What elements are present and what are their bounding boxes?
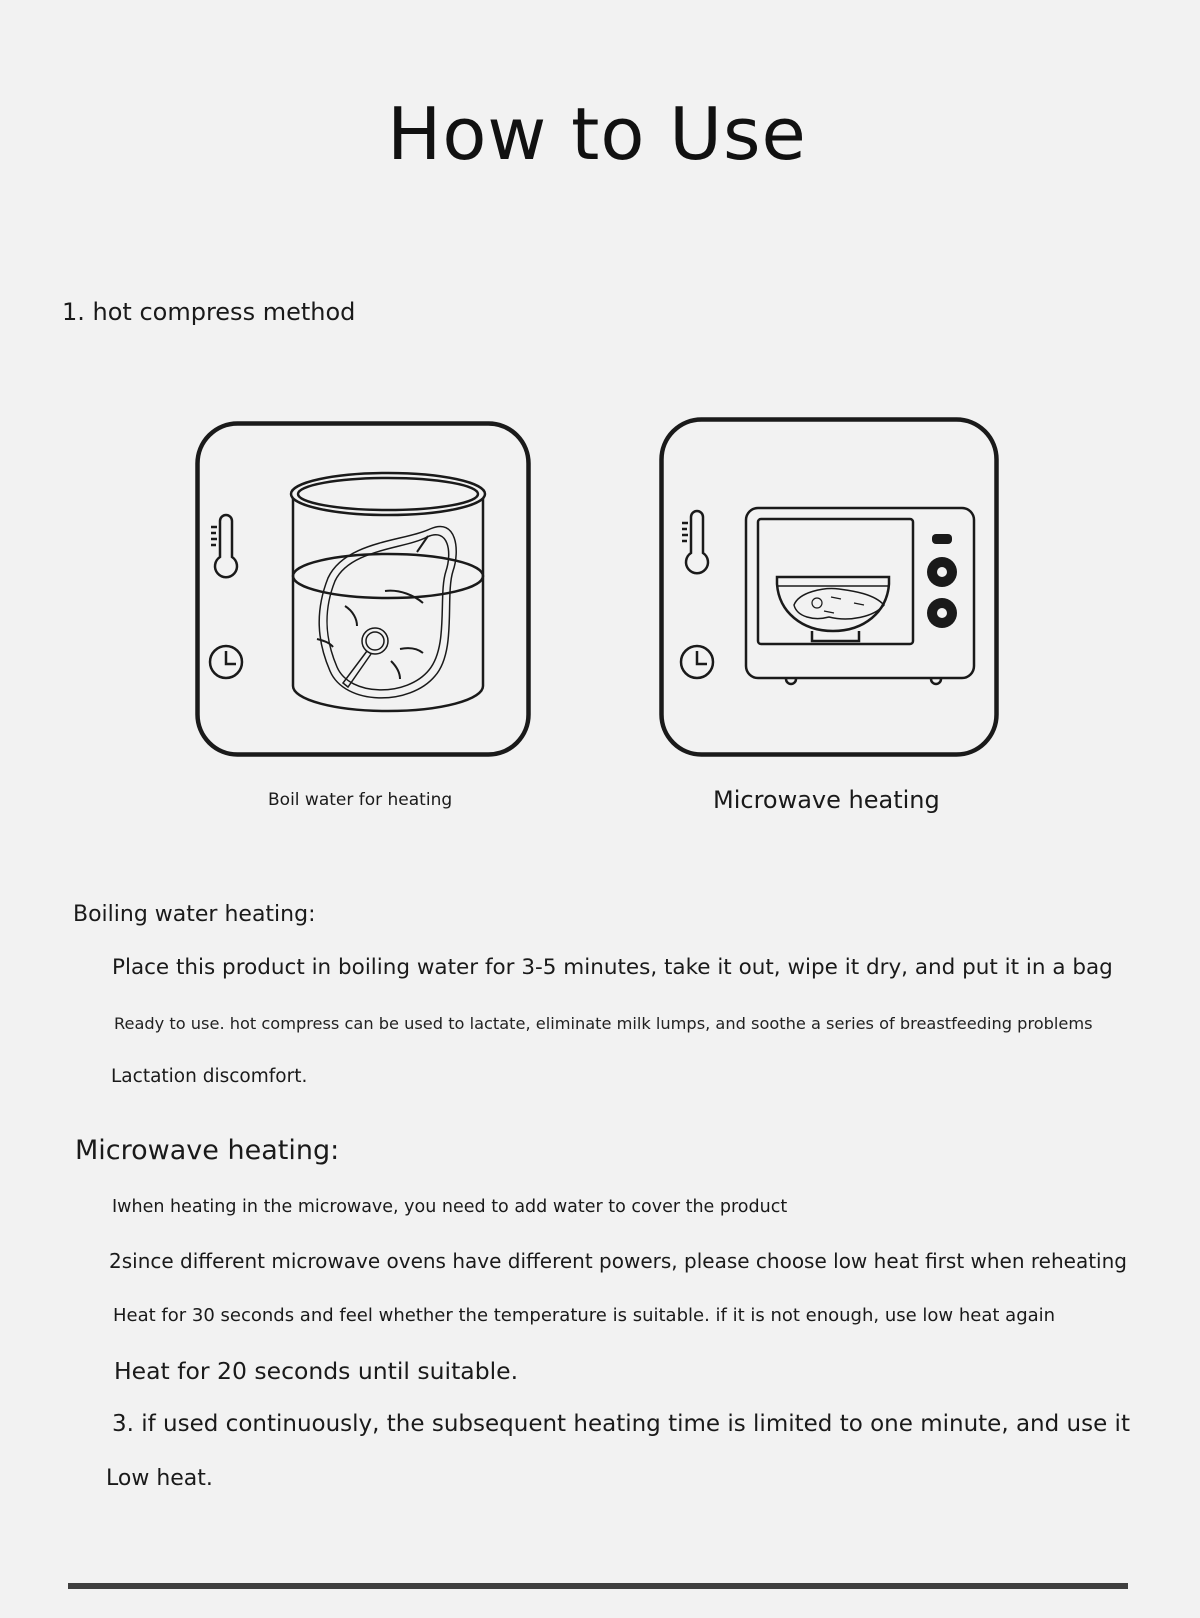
pot-of-water-with-pad-icon (195, 421, 531, 757)
microwave-heading: Microwave heating: (75, 1135, 340, 1166)
microwave-oven-with-bowl-icon (659, 417, 999, 757)
section-heading-hot-compress: 1. hot compress method (62, 298, 356, 326)
microwave-line: Heat for 30 seconds and feel whether the temperature is suitable. if it is not enough, use low heat again (113, 1305, 1056, 1326)
boiling-line: Lactation discomfort. (111, 1066, 308, 1087)
microwave-line: Heat for 20 seconds until suitable. (114, 1357, 519, 1385)
boiling-line: Ready to use. hot compress can be used to lactate, eliminate milk lumps, and soothe a series of breastfeeding problems (114, 1014, 1093, 1033)
thermometer-icon (682, 511, 708, 573)
bottom-divider (68, 1583, 1128, 1589)
microwave-caption: Microwave heating (713, 786, 940, 814)
microwave-line: Ⅰwhen heating in the microwave, you need to add water to cover the product (112, 1197, 788, 1217)
microwave-card (659, 417, 999, 761)
boil-water-caption: Boil water for heating (268, 790, 453, 810)
thermometer-icon (211, 515, 237, 577)
boil-water-card (195, 421, 531, 761)
clock-icon (210, 646, 242, 678)
page-title: How to Use (387, 92, 807, 176)
microwave-line: 2since different microwave ovens have different powers, please choose low heat first when reheating (109, 1249, 1127, 1273)
clock-icon (681, 646, 713, 678)
boiling-heading: Boiling water heating: (73, 902, 316, 927)
boiling-line: Place this product in boiling water for 3-5 minutes, take it out, wipe it dry, and put it in a bag (112, 955, 1113, 980)
microwave-line: 3. if used continuously, the subsequent heating time is limited to one minute, and use it (112, 1411, 1130, 1437)
microwave-line: Low heat. (106, 1466, 213, 1491)
